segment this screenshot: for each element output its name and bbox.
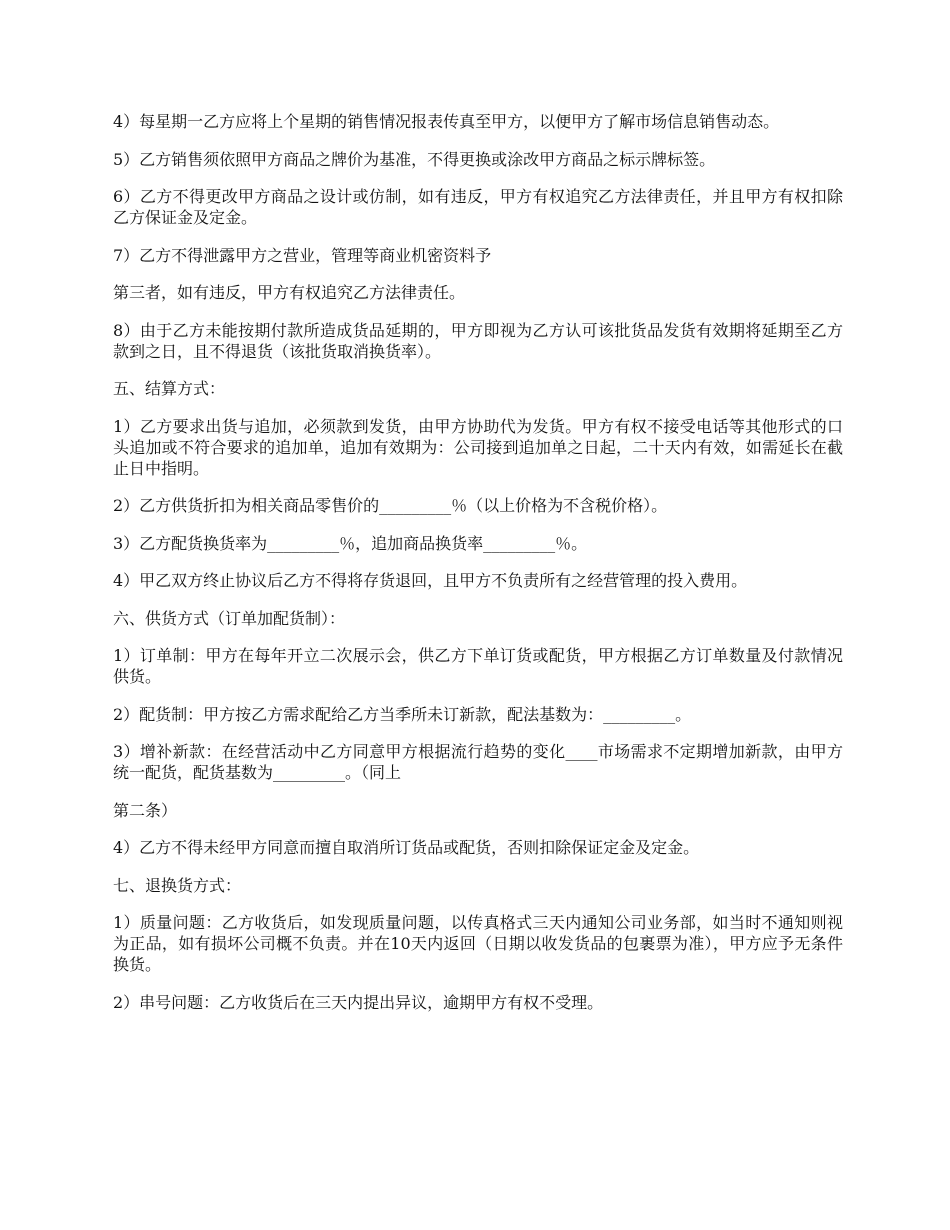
clause-5-price-tag: 5）乙方销售须依照甲方商品之牌价为基准，不得更换或涂改甲方商品之标示牌标签。 [113, 149, 716, 169]
supply-clause-3-continued: 第二条） [113, 800, 178, 820]
settlement-clause-2: 2）乙方供货折扣为相关商品零售价的_________％（以上价格为不含税价格）。 [113, 496, 668, 515]
section-heading-returns: 七、退换货方式： [113, 875, 242, 895]
clause-4-weekly-report: 4）每星期一乙方应将上个星期的销售情况报表传真至甲方，以便甲方了解市场信息销售动态。 [113, 112, 780, 131]
clause-7-confidential: 7）乙方不得泄露甲方之营业，管理等商业机密资料予 [113, 245, 492, 265]
section-heading-supply: 六、供货方式（订单加配货制）： [113, 608, 346, 628]
supply-clause-4: 4）乙方不得未经甲方同意而擅自取消所订货品或配货，否则扣除保证定金及定金。 [113, 838, 700, 857]
supply-clause-2: 2）配货制：甲方按乙方需求配给乙方当季所未订新款，配法基数为：_________。 [113, 704, 692, 724]
section-heading-settlement: 五、结算方式： [113, 379, 226, 398]
document-page [113, 111, 843, 1029]
supply-clause-3: 3）增补新款：在经营活动中乙方同意甲方根据流行趋势的变化____市场需求不定期增加新款，由甲方统一配货，配货基数为_________。（同上 [113, 742, 843, 782]
supply-clause-1: 1）订单制：甲方在每年开立二次展示会，供乙方下单订货或配货，甲方根据乙方订单数量及付款情况供货。 [113, 646, 843, 686]
settlement-clause-3: 3）乙方配货换货率为_________％，追加商品换货率_________％。 [113, 533, 588, 553]
clause-7-continued: 第三者，如有违反，甲方有权追究乙方法律责任。 [113, 283, 466, 302]
settlement-clause-4: 4）甲乙双方终止协议后乙方不得将存货退回，且甲方不负责所有之经营管理的投入费用。 [113, 571, 748, 590]
returns-clause-2: 2）串号问题：乙方收货后在三天内提出异议，逾期甲方有权不受理。 [113, 992, 604, 1012]
clause-6-design: 6）乙方不得更改甲方商品之设计或仿制，如有违反，甲方有权追究乙方法律责任，并且甲方有权扣除乙方保证金及定金。 [113, 187, 843, 227]
clause-8-late-payment: 8）由于乙方未能按期付款所造成货品延期的，甲方即视为乙方认可该批货品发货有效期将延期至乙方款到之日，且不得退货（该批货取消换货率）。 [113, 320, 843, 361]
returns-clause-1: 1）质量问题：乙方收货后，如发现质量问题，以传真格式三天内通知公司业务部，如当时不通知则视为正品，如有损坏公司概不负责。并在10天内返回（日期以收发货品的包裹票为准），甲方应予无条件换货。 [113, 913, 843, 974]
settlement-clause-1: 1）乙方要求出货与追加，必须款到发货，由甲方协助代为发货。甲方有权不接受电话等其他形式的口头追加或不符合要求的追加单，追加有效期为：公司接到追加单之日起，二十天内有效，如需延长在截止日中指明。 [113, 416, 843, 478]
